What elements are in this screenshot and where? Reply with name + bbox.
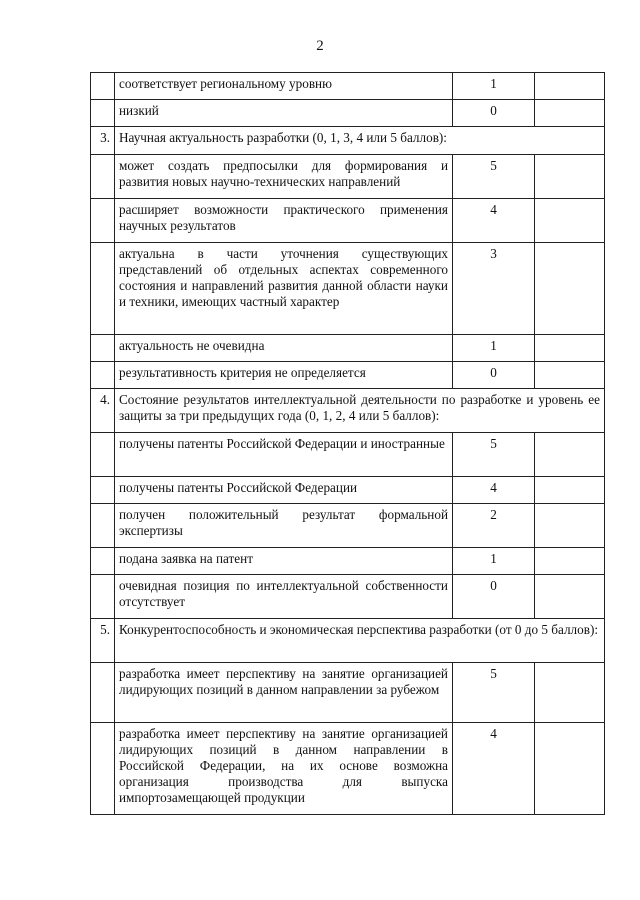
criterion-row [91,100,605,127]
criterion-text: подана заявка на патент [115,548,453,575]
section-number: 4. [91,389,115,433]
criterion-score: 4 [453,199,535,243]
criterion-row [91,362,605,389]
criterion-row [91,477,605,504]
item-number-cell [91,335,115,362]
item-number-cell [91,575,115,619]
criterion-row [91,243,605,335]
criterion-text: получены патенты Российской Федерации и иностранные [115,433,453,477]
assessment-cell [535,100,605,127]
criterion-text: соответствует региональному уровню [115,73,453,100]
criterion-text: актуальность не очевидна [115,335,453,362]
assessment-cell [535,575,605,619]
page-number: 2 [316,38,324,54]
item-number-cell [91,100,115,127]
criteria-table [90,72,605,815]
criterion-text: разработка имеет перспективу на занятие организацией лидирующих позиций в данном направлении в Российской Федерации, на их основе возможна организация производства для выпуска импортозамещающей продукции [115,723,453,815]
item-number-cell [91,362,115,389]
criterion-row [91,723,605,815]
criterion-text: расширяет возможности практического применения научных результатов [115,199,453,243]
criterion-row [91,335,605,362]
criterion-text: очевидная позиция по интеллектуальной собственности отсутствует [115,575,453,619]
assessment-cell [535,199,605,243]
criterion-score: 0 [453,100,535,127]
assessment-cell [535,548,605,575]
criterion-row [91,575,605,619]
item-number-cell [91,199,115,243]
criterion-text: может создать предпосылки для формирования и развития новых научно-технических направлений [115,155,453,199]
criterion-text: низкий [115,100,453,127]
assessment-cell [535,663,605,723]
section-row [91,389,605,433]
criterion-score: 0 [453,362,535,389]
section-title: Научная актуальность разработки (0, 1, 3, 4 или 5 баллов): [115,127,605,155]
criterion-row [91,504,605,548]
item-number-cell [91,504,115,548]
item-number-cell [91,548,115,575]
assessment-cell [535,362,605,389]
criterion-score: 1 [453,335,535,362]
criterion-score: 5 [453,663,535,723]
assessment-cell [535,243,605,335]
criterion-score: 4 [453,477,535,504]
assessment-cell [535,433,605,477]
item-number-cell [91,663,115,723]
item-number-cell [91,723,115,815]
assessment-cell [535,155,605,199]
criterion-row [91,199,605,243]
section-number: 3. [91,127,115,155]
criterion-score: 0 [453,575,535,619]
criterion-score: 5 [453,155,535,199]
criterion-score: 3 [453,243,535,335]
criterion-score: 2 [453,504,535,548]
criterion-score: 1 [453,548,535,575]
section-title: Состояние результатов интеллектуальной деятельности по разработке и уровень ее защиты за три предыдущих года (0, 1, 2, 4 или 5 баллов): [115,389,605,433]
criterion-row [91,73,605,100]
section-title: Конкурентоспособность и экономическая перспектива разработки (от 0 до 5 баллов): [115,619,605,663]
criterion-row [91,663,605,723]
criterion-row [91,433,605,477]
assessment-cell [535,73,605,100]
assessment-cell [535,477,605,504]
criterion-row [91,548,605,575]
criterion-text: получены патенты Российской Федерации [115,477,453,504]
assessment-cell [535,504,605,548]
criterion-text: актуальна в части уточнения существующих представлений об отдельных аспектах современного состояния и направлений развития данной области науки и техники, имеющих частный характер [115,243,453,335]
criterion-text: получен положительный результат формальной экспертизы [115,504,453,548]
assessment-cell [535,335,605,362]
assessment-cell [535,723,605,815]
item-number-cell [91,73,115,100]
section-number: 5. [91,619,115,663]
criterion-score: 1 [453,73,535,100]
item-number-cell [91,433,115,477]
item-number-cell [91,155,115,199]
criterion-score: 5 [453,433,535,477]
section-row [91,127,605,155]
item-number-cell [91,477,115,504]
item-number-cell [91,243,115,335]
criterion-text: результативность критерия не определяется [115,362,453,389]
criterion-row [91,155,605,199]
criterion-text: разработка имеет перспективу на занятие организацией лидирующих позиций в данном направлении за рубежом [115,663,453,723]
section-row [91,619,605,663]
criterion-score: 4 [453,723,535,815]
